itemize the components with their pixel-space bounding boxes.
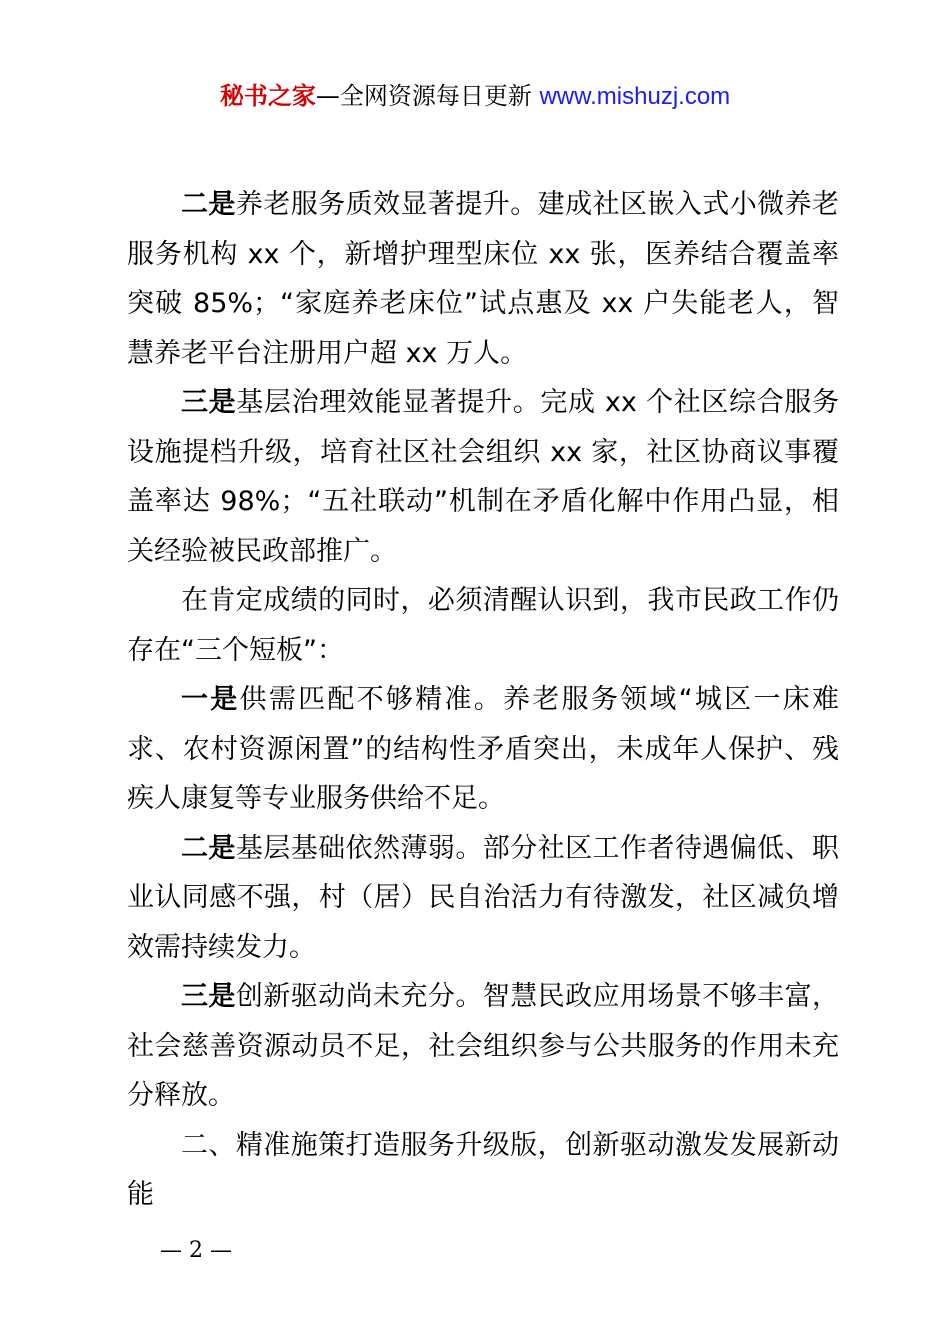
- paragraph-lead: 一是: [181, 684, 240, 715]
- paragraph-lead: 三是: [181, 387, 237, 418]
- paragraph-lead: 二是: [181, 189, 236, 220]
- section-heading-text: 二、精准施策打造服务升级版，创新驱动激发发展新动能: [127, 1129, 839, 1210]
- paragraph: [127, 180, 839, 378]
- page-number: — 2 —: [160, 1238, 232, 1263]
- paragraph: [127, 378, 839, 576]
- paragraph-text: 基层基础依然薄弱。部分社区工作者待遇偏低、职业认同感不强，村（居）民自治活力有待激发，社区减负增效需持续发力。: [127, 832, 840, 963]
- paragraph-lead: 三是: [181, 981, 236, 1012]
- paragraph: [127, 576, 839, 675]
- paragraph: [127, 824, 839, 973]
- section-heading: [127, 1121, 839, 1220]
- paragraph-text: 在肯定成绩的同时，必须清醒认识到，我市民政工作仍存在“三个短板”：: [127, 585, 839, 666]
- brand-name: 秘书之家: [219, 82, 316, 110]
- page-header: [0, 80, 950, 113]
- paragraph-lead: 二是: [181, 832, 236, 864]
- paragraph: [127, 972, 839, 1121]
- document-body: [127, 180, 839, 1220]
- header-url[interactable]: www.mishuzj.com: [539, 83, 731, 110]
- paragraph-text: 基层治理效能显著提升。完成 xx 个社区综合服务设施提档升级，培育社区社会组织 xx 家，社区协商议事覆盖率达 98%；“五社联动”机制在矛盾化解中作用凸显，相关经验被民政部推广。: [127, 387, 839, 567]
- paragraph-text: 养老服务质效显著提升。建成社区嵌入式小微养老服务机构 xx 个，新增护理型床位 xx 张，医养结合覆盖率突破 85%；“家庭养老床位”试点惠及 xx 户失能老人，智慧养老平台注册用户超 xx 万人。: [127, 189, 840, 369]
- paragraph: [127, 675, 839, 824]
- paragraph-text: 供需匹配不够精准。养老服务领域“城区一床难求、农村资源闲置”的结构性矛盾突出，未成年人保护、残疾人康复等专业服务供给不足。: [127, 684, 839, 814]
- header-tagline: —全网资源每日更新: [315, 82, 532, 110]
- paragraph-text: 创新驱动尚未充分。智慧民政应用场景不够丰富，社会慈善资源动员不足，社会组织参与公共服务的作用未充分释放。: [127, 981, 840, 1111]
